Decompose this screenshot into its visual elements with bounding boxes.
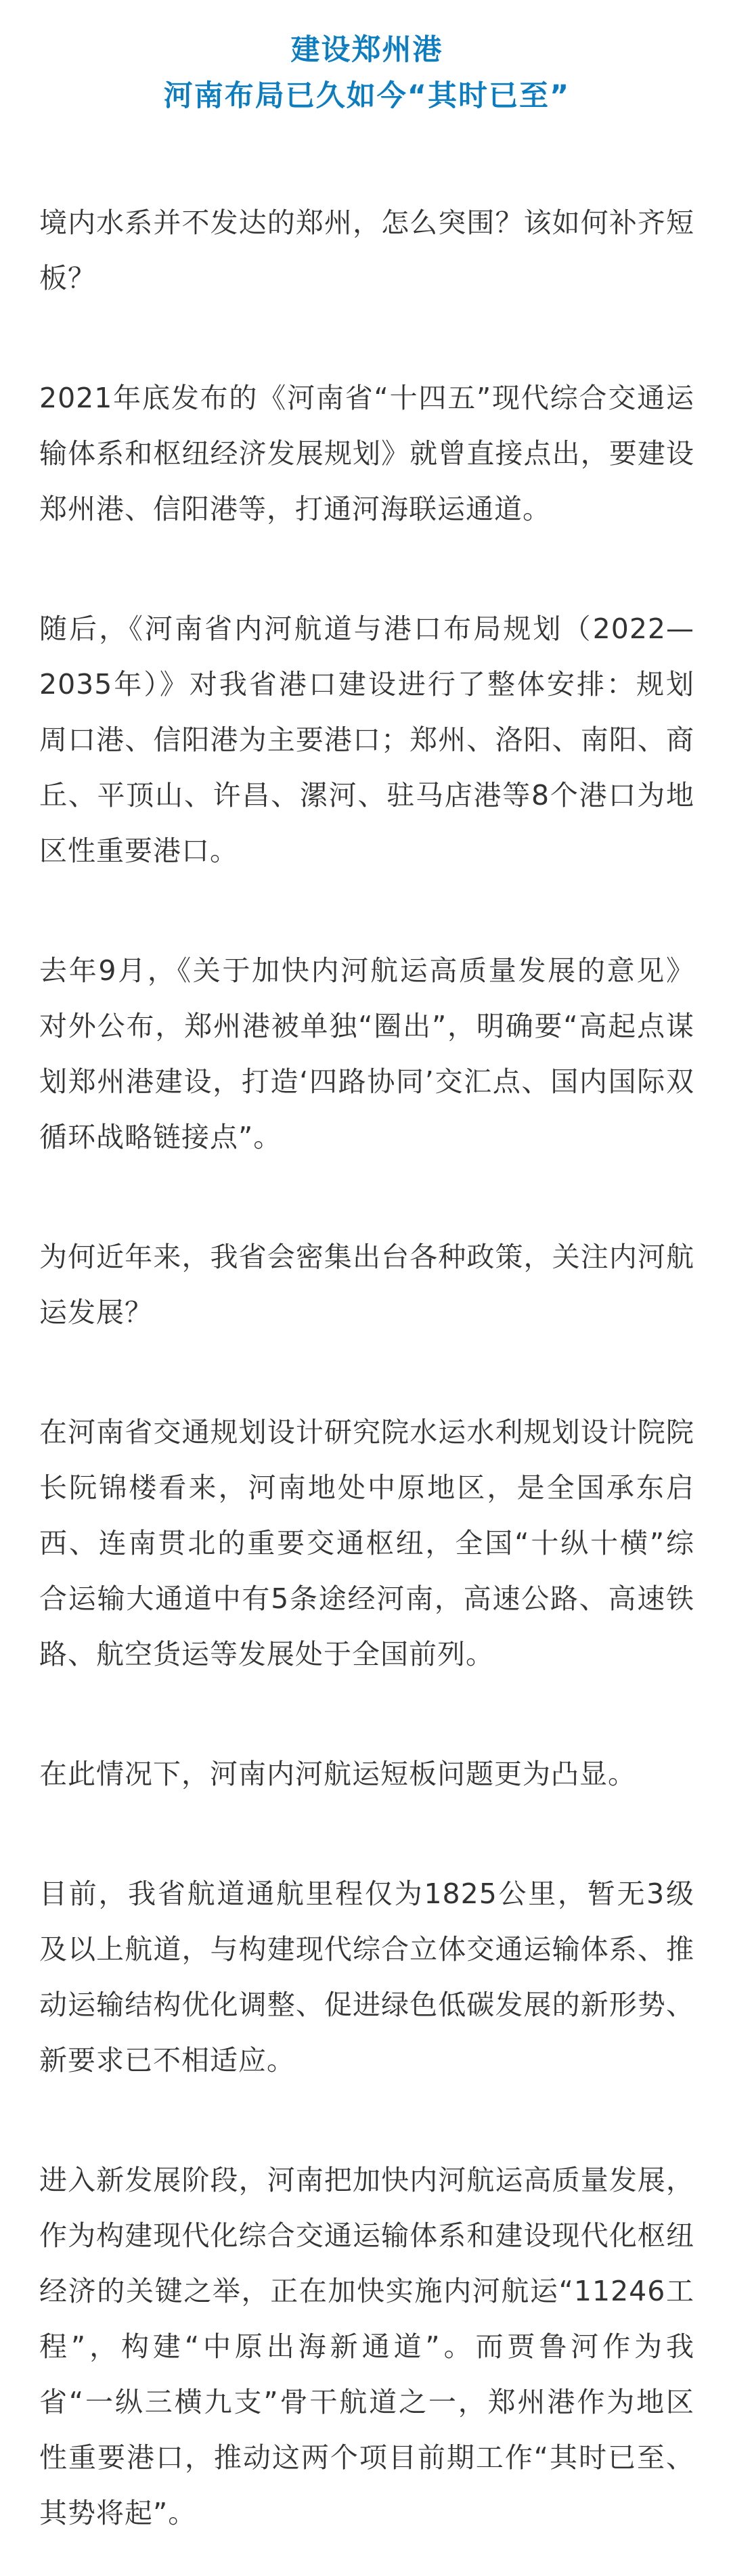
paragraph-7: 在此情况下，河南内河航运短板问题更为凸显。 xyxy=(39,1758,636,1790)
paragraph-9: 进入新发展阶段，河南把加快内河航运高质量发展，作为构建现代化综合交通运输体系和建设现代化枢纽经济的关键之举，正在加快实施内河航运“11246工程”，构建“中原出海新通道”。而贾鲁河作为我省“一纵三横九支”骨干航道之一，郑州港作为地区性重要港口，推动这两个项目前期工作“其时已至、其势将起”。 xyxy=(39,2164,694,2529)
paragraph-2: 2021年底发布的《河南省“十四五”现代综合交通运输体系和枢纽经济发展规划》就曾直接点出，要建设郑州港、信阳港等，打通河海联运通道。 xyxy=(39,382,694,525)
title-line-2: 河南布局已久如今“其时已至” xyxy=(163,79,571,113)
title-line-1: 建设郑州港 xyxy=(290,33,443,67)
paragraph-4: 去年9月，《关于加快内河航运高质量发展的意见》对外公布，郑州港被单独“圈出”，明确要“高起点谋划郑州港建设，打造‘四路协同’交汇点、国内国际双循环战略链接点”。 xyxy=(39,954,694,1153)
paragraph-6: 在河南省交通规划设计研究院水运水利规划设计院院长阮锦楼看来，河南地处中原地区，是全国承东启西、连南贯北的重要交通枢纽，全国“十纵十横”综合运输大通道中有5条途经河南，高速公路、高速铁路、航空货运等发展处于全国前列。 xyxy=(39,1416,694,1670)
paragraph-8: 目前，我省航道通航里程仅为1825公里，暂无3级及以上航道，与构建现代综合立体交通运输体系、推动运输结构优化调整、促进绿色低碳发展的新形势、新要求已不相适应。 xyxy=(39,1878,694,2077)
paragraph-3: 随后，《河南省内河航道与港口布局规划（2022—2035年）》对我省港口建设进行了整体安排：规划周口港、信阳港为主要港口；郑州、洛阳、南阳、商丘、平顶山、许昌、漯河、驻马店港等8个港口为地区性重要港口。 xyxy=(39,613,694,867)
paragraph-5: 为何近年来，我省会密集出台各种政策，关注内河航运发展？ xyxy=(39,1241,694,1329)
article-title xyxy=(39,27,694,119)
paragraph-1: 境内水系并不发达的郑州，怎么突围？该如何补齐短板？ xyxy=(39,206,694,294)
